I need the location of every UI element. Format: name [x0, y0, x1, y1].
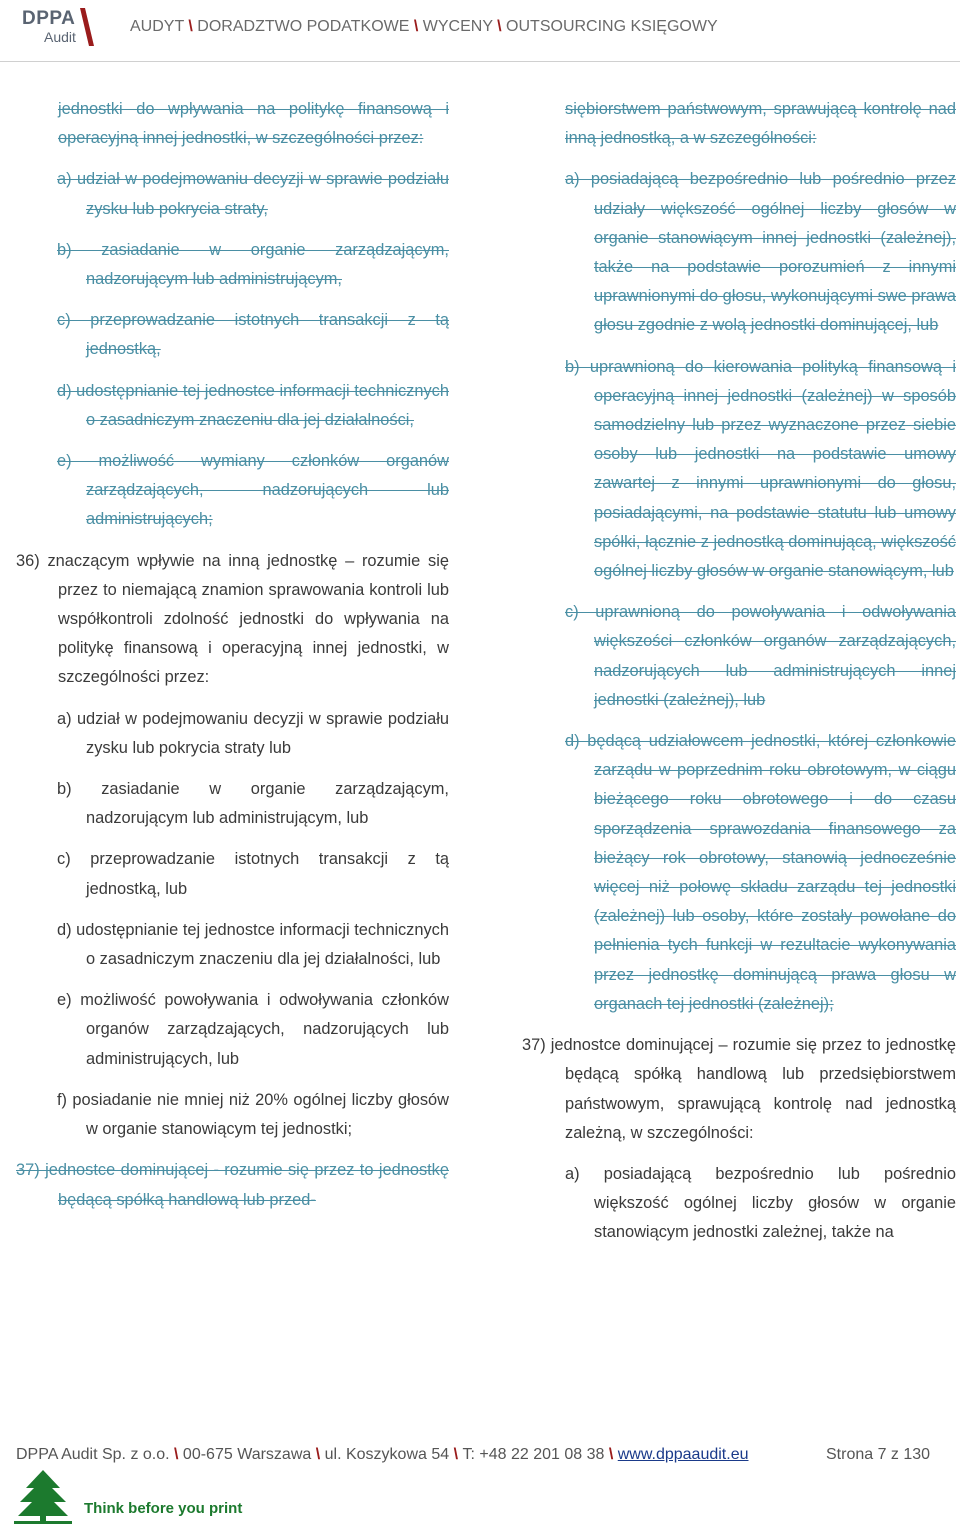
definition-36-item-e: e) możliwość powoływania i odwoływania członków organów zarządzających, nadzorujących lub administrujących, lub: [57, 991, 449, 1068]
struck-item-a: a) posiadającą bezpośrednio lub pośrednio przez udziały większość ogólnej liczby głosów w organie stanowiącym innej jednostki (zależnej), także na podstawie porozumień z innymi uprawnionymi do głosu, wykonującymi swe prawa głosu zgodnie z wolą jednostki dominującej, lub: [565, 170, 956, 335]
struck-item-c: c) przeprowadzanie istotnych transakcji z tą jednostką,: [57, 311, 449, 359]
struck-definition-37: 37) jednostce dominującej - rozumie się przez to jednostkę będącą spółką handlową lub przed-: [16, 1161, 449, 1209]
footer-address: 00-675 Warszawa: [182, 1446, 312, 1463]
separator-icon: \: [315, 1446, 325, 1463]
separator-icon: \: [413, 18, 423, 35]
struck-paragraph-intro: jednostki do wpływania na politykę finansową i operacyjną innej jednostki, w szczególności przez:: [58, 100, 449, 148]
struck-item-a: a) udział w podejmowaniu decyzji w sprawie podziału zysku lub pokrycia straty,: [57, 170, 449, 218]
service-audit: AUDYT: [130, 18, 184, 35]
separator-icon: \: [608, 1446, 618, 1463]
logo-text-audit: Audit: [44, 29, 76, 45]
service-outsourcing: OUTSOURCING KSIĘGOWY: [506, 18, 718, 35]
service-tax: DORADZTWO PODATKOWE: [197, 18, 410, 35]
page-header: [0, 0, 960, 62]
service-valuation: WYCENY: [422, 18, 493, 35]
footer-company: DPPA Audit Sp. z o.o.: [16, 1446, 170, 1463]
page-number: Strona 7 z 130: [826, 1446, 931, 1463]
footer-phone: T: +48 22 201 08 38: [462, 1446, 605, 1463]
think-before-you-print-tagline: Think before you print: [84, 1500, 243, 1517]
definition-37-item-a: a) posiadającą bezpośrednio lub pośrednio większość ogólnej liczby głosów w organie stanowiącym jednostki zależnej, także na: [565, 1164, 956, 1242]
separator-icon: \: [497, 18, 507, 35]
struck-item-d: d) będącą udziałowcem jednostki, której członkowie zarządu w poprzednim roku obrotowym, w ciągu bieżącego roku obrotowego i do czasu sporządzenia sprawozdania finansowego za bieżący rok obrotowy, stanowią jednocześnie więcej niż połowę składu zarządu tej jednostki (zależnej) lub osoby, które zostały powołane do pełnienia tych funkcji w rezultacie wykonywania przez jednostkę dominującą prawa głosu w organach tej jednostki (zależnej);: [565, 732, 956, 1013]
definition-37: 37) jednostce dominującej – rozumie się przez to jednostkę będącą spółką handlową lub przedsiębiorstwem państwowym, sprawującą kontrolę nad jednostką zależną, w szczególności:: [522, 1036, 956, 1142]
definition-36-item-d: d) udostępnianie tej jednostce informacji technicznych o zasadniczym znaczeniu dla jej działalności, lub: [57, 920, 449, 969]
right-column: [522, 95, 956, 1248]
page-footer: [0, 1440, 960, 1529]
struck-item-b: b) uprawnioną do kierowania polityką finansową i operacyjną innej jednostki (zależnej) w sposób samodzielny lub przez wyznaczone przez siebie osoby lub jednostki na podstawie umowy zawartej z innymi uprawnionymi do głosu, posiadającymi, na podstawie statutu lub umowy spółki, łącznie z jednostką dominującą, większość ogólnej liczby głosów w organie stanowiącym, lub: [565, 357, 956, 581]
header-services: [130, 18, 718, 36]
definition-36-item-f: f) posiadanie nie mniej niż 20% ogólnej liczby głosów w organie stanowiącym tej jednostki;: [57, 1090, 449, 1139]
definition-36: 36) znaczącym wpływie na inną jednostkę – rozumie się przez to niemającą znamion sprawowania kontroli lub współkontroli zdolność jednostki do wpływania na politykę finansową i operacyjną innej jednostki, w szczególności przez:: [16, 551, 449, 687]
struck-item-e: e) możliwość wymiany członków organów zarządzających, nadzorujących lub administrujących;: [57, 452, 449, 529]
struck-item-d: d) udostępnianie tej jednostce informacji technicznych o zasadniczym znaczeniu dla jej działalności,: [57, 381, 449, 429]
dppa-audit-logo: [22, 8, 102, 48]
footer-street: ul. Koszykowa 54: [324, 1446, 450, 1463]
separator-icon: \: [188, 18, 198, 35]
left-column: [16, 95, 449, 1215]
logo-slash-icon: [78, 8, 96, 46]
separator-icon: \: [174, 1446, 183, 1463]
footer-website-link[interactable]: www.dppaaudit.eu: [617, 1446, 749, 1463]
definition-36-item-a: a) udział w podejmowaniu decyzji w sprawie podziału zysku lub pokrycia straty lub: [57, 709, 449, 757]
separator-icon: \: [453, 1446, 463, 1463]
struck-paragraph-continued: siębiorstwem państwowym, sprawującą kontrolę nad inną jednostką, a w szczególności:: [565, 100, 956, 148]
struck-item-b: b) zasiadanie w organie zarządzającym, nadzorującym lub administrującym,: [57, 240, 449, 289]
struck-item-c: c) uprawnioną do powoływania i odwoływania większości członków organów zarządzających, nadzorujących lub administrujących innej jednostki (zależnej), lub: [565, 603, 956, 709]
logo-text-dppa: DPPA: [22, 8, 76, 29]
tree-icon: [14, 1468, 72, 1524]
definition-36-item-b: b) zasiadanie w organie zarządzającym, nadzorującym lub administrującym, lub: [57, 780, 449, 828]
definition-36-item-c: c) przeprowadzanie istotnych transakcji z tą jednostką, lub: [57, 850, 449, 898]
footer-contact: [16, 1446, 749, 1464]
